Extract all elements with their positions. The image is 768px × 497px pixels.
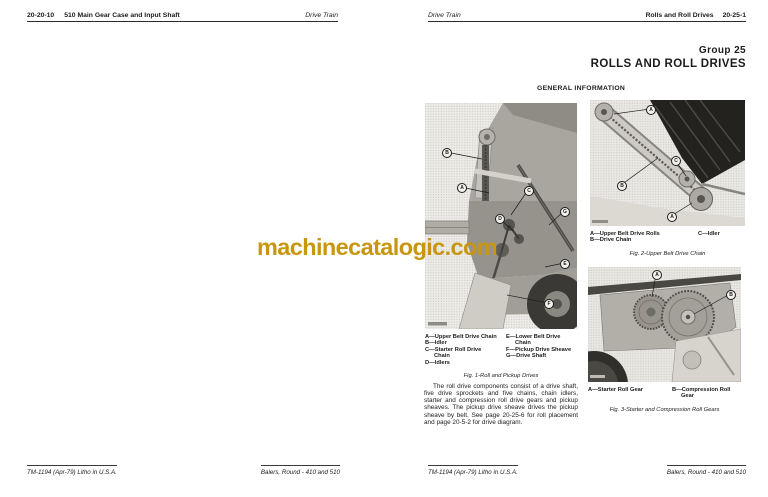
- figure-2-photo: [590, 100, 745, 226]
- left-page-header: [27, 12, 338, 22]
- fig1-callout-g: G: [560, 207, 570, 217]
- fig2-callout-a-top: A: [646, 105, 656, 115]
- figure-1-photo: [425, 103, 577, 329]
- fig1-callout-e: E: [560, 259, 570, 269]
- group-label: Group 25: [698, 45, 746, 56]
- left-header-title: [27, 12, 180, 19]
- left-page-footer: [27, 465, 340, 476]
- fig1-callout-f: F: [544, 299, 554, 309]
- left-header-page-code: 20-20-10: [27, 12, 55, 19]
- legend-line: Chain: [434, 353, 450, 360]
- figure-2: [590, 100, 745, 257]
- left-footer-model: Balers, Round - 410 and 510: [261, 465, 340, 476]
- page-title: ROLLS AND ROLL DRIVES: [590, 58, 746, 70]
- legend-line: A—Upper Belt Drive Chain: [425, 334, 497, 340]
- figure-2-legend-col2: [698, 231, 745, 244]
- figure-3-legend-col2: [672, 387, 741, 400]
- legend-line: G—Drive Shaft: [506, 353, 547, 360]
- legend-line: B—Compression Roll: [672, 387, 731, 393]
- left-header-section-title: 510 Main Gear Case and Input Shaft: [64, 12, 180, 19]
- legend-line: F—Pickup Drive Sheave: [506, 346, 572, 353]
- upper-belt-drive-chain-illustration: [590, 100, 745, 226]
- legend-line: A—Starter Roll Gear: [588, 387, 643, 393]
- legend-line: C—Idler: [698, 231, 720, 237]
- right-header-section-title: Rolls and Roll Drives: [645, 12, 714, 19]
- legend-line: D—Idlers: [425, 359, 450, 366]
- fig3-callout-b: B: [726, 290, 736, 300]
- fig1-callout-d: D: [495, 214, 505, 224]
- figure-3-legend-col1: [588, 387, 672, 400]
- left-header-chapter: Drive Train: [305, 12, 338, 19]
- legend-line: Chain: [515, 340, 531, 347]
- figure-3-legend: [588, 387, 741, 400]
- figure-3-caption: Fig. 3-Starter and Compression Roll Gears: [609, 406, 720, 413]
- right-header-page-code: 20-25-1: [722, 12, 746, 19]
- right-header-chapter: Drive Train: [428, 12, 461, 19]
- legend-line: E—Lower Belt Drive: [506, 334, 561, 340]
- figure-2-caption: Fig. 2-Upper Belt Drive Chain: [629, 250, 706, 257]
- figure-1-legend: [425, 334, 577, 366]
- figure-2-legend-col1: [590, 231, 698, 244]
- right-footer-model: Balers, Round - 410 and 510: [667, 465, 746, 476]
- fig1-callout-a: A: [457, 183, 467, 193]
- fig2-callout-b: B: [617, 181, 627, 191]
- right-footer-publication: TM-1194 (Apr-79) Litho in U.S.A.: [428, 465, 518, 476]
- legend-line: A—Upper Belt Drive Rolls: [590, 231, 660, 237]
- fig1-callout-c: C: [524, 186, 534, 196]
- right-header-title: [646, 12, 746, 19]
- fig3-callout-a: A: [652, 270, 662, 280]
- fig2-callout-a-bottom: A: [667, 212, 677, 222]
- legend-line: Gear: [681, 393, 694, 400]
- figure-3: [588, 267, 741, 413]
- figure-1-legend-col2: [506, 334, 577, 366]
- section-heading: GENERAL INFORMATION: [537, 85, 626, 92]
- figure-3-photo: [588, 267, 741, 382]
- legend-line: C—Starter Roll Drive: [425, 346, 482, 353]
- left-footer-publication: TM-1194 (Apr-79) Litho in U.S.A.: [27, 465, 117, 476]
- legend-line: B—Idler: [425, 340, 447, 347]
- legend-line: B—Drive Chain: [590, 237, 632, 244]
- figure-2-legend: [590, 231, 745, 244]
- intro-paragraph: The roll drive components consist of a drive shaft, five drive sprockets and five chains, chain idlers, starter and compression roll drive gears and pickup sheaves. The pickup drive sheave drives the pickup sheave by belt. See page 20-25-6 for roll placement and page 20-5-2 for drive diagram.: [424, 383, 578, 426]
- watermark: machinecatalogic.com: [257, 234, 498, 260]
- right-page-header: [428, 12, 746, 22]
- group-title-block: [428, 45, 746, 70]
- starter-and-compression-roll-gears-illustration: [588, 267, 741, 382]
- fig2-callout-c: C: [671, 156, 681, 166]
- figure-1-legend-col1: [425, 334, 506, 366]
- fig1-callout-b: B: [442, 148, 452, 158]
- right-page-footer: [428, 465, 746, 476]
- figure-1-caption: Fig. 1-Roll and Pickup Drives: [463, 373, 539, 380]
